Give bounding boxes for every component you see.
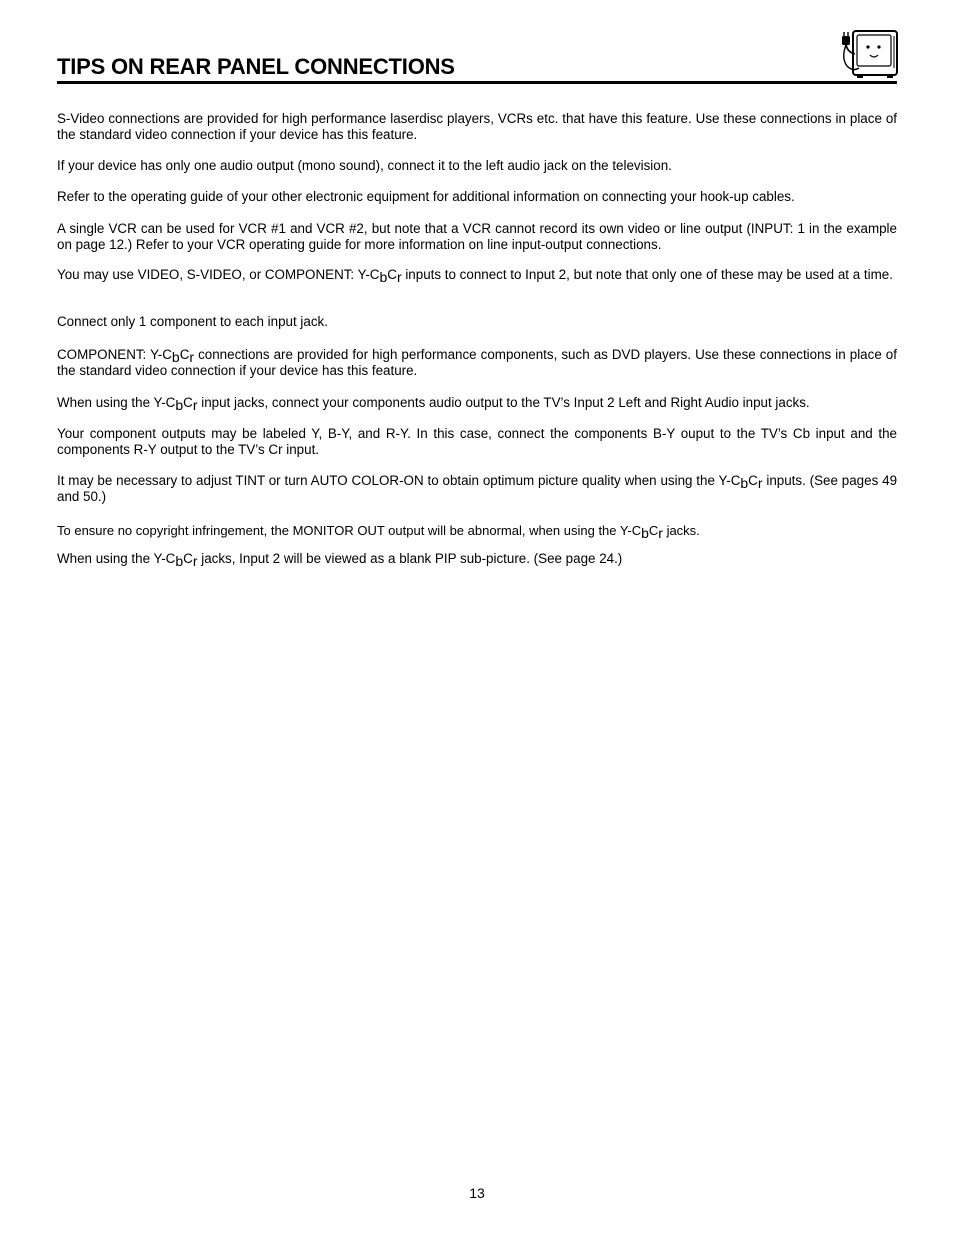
tip-component-audio: When using the Y-CbCr input jacks, connect your components audio output to the TV’s Input 2 Left and Right Audio input jacks.: [57, 395, 810, 413]
tip-single-vcr: A single VCR can be used for VCR #1 and VCR #2, but note that a VCR cannot record its own video or line output (INPUT: 1 in the example on page 12.) Refer to your VCR operating guide for more information on line input-output connections.: [57, 221, 897, 252]
tip-mono-audio: If your device has only one audio output (mono sound), connect it to the left audio jack on the television.: [57, 158, 672, 173]
tip-pip-blank: When using the Y-CbCr jacks, Input 2 will be viewed as a blank PIP sub-picture. (See page 24.): [57, 551, 623, 569]
title-rule: [57, 81, 897, 84]
tip-svideo: S-Video connections are provided for high performance laserdisc players, VCRs etc. that have this feature. Use these connections in place of the standard video connection if your device has this feature.: [57, 111, 897, 142]
tip-operating-guide: Refer to the operating guide of your other electronic equipment for additional information on connecting your hook-up cables.: [57, 189, 795, 204]
page-number: 13: [469, 1185, 485, 1201]
tip-input2-sources: You may use VIDEO, S-VIDEO, or COMPONENT: Y-CbCr inputs to connect to Input 2, but note that only one of these may be used at a time.: [57, 267, 893, 285]
tip-output-labels: Your component outputs may be labeled Y, B-Y, and R-Y. In this case, connect the components B-Y ouput to the TV’s Cb input and the components R-Y output to the TV’s Cr input.: [57, 426, 897, 457]
tip-component-connections: COMPONENT: Y-CbCr connections are provided for high performance components, such as DVD players. Use these connections in place of the standard video connection if your device has this feature.: [57, 347, 897, 378]
page-title: TIPS ON REAR PANEL CONNECTIONS: [57, 54, 455, 79]
tv-mascot-icon: [839, 28, 899, 80]
tip-monitor-out: To ensure no copyright infringement, the MONITOR OUT output will be abnormal, when using the Y-CbCr jacks.: [57, 523, 700, 541]
page-header: [57, 28, 897, 88]
tip-one-component: Connect only 1 component to each input jack.: [57, 314, 328, 329]
tip-tint-auto-color: It may be necessary to adjust TINT or turn AUTO COLOR-ON to obtain optimum picture quality when using the Y-CbCr inputs. (See pages 49 and 50.): [57, 473, 898, 504]
